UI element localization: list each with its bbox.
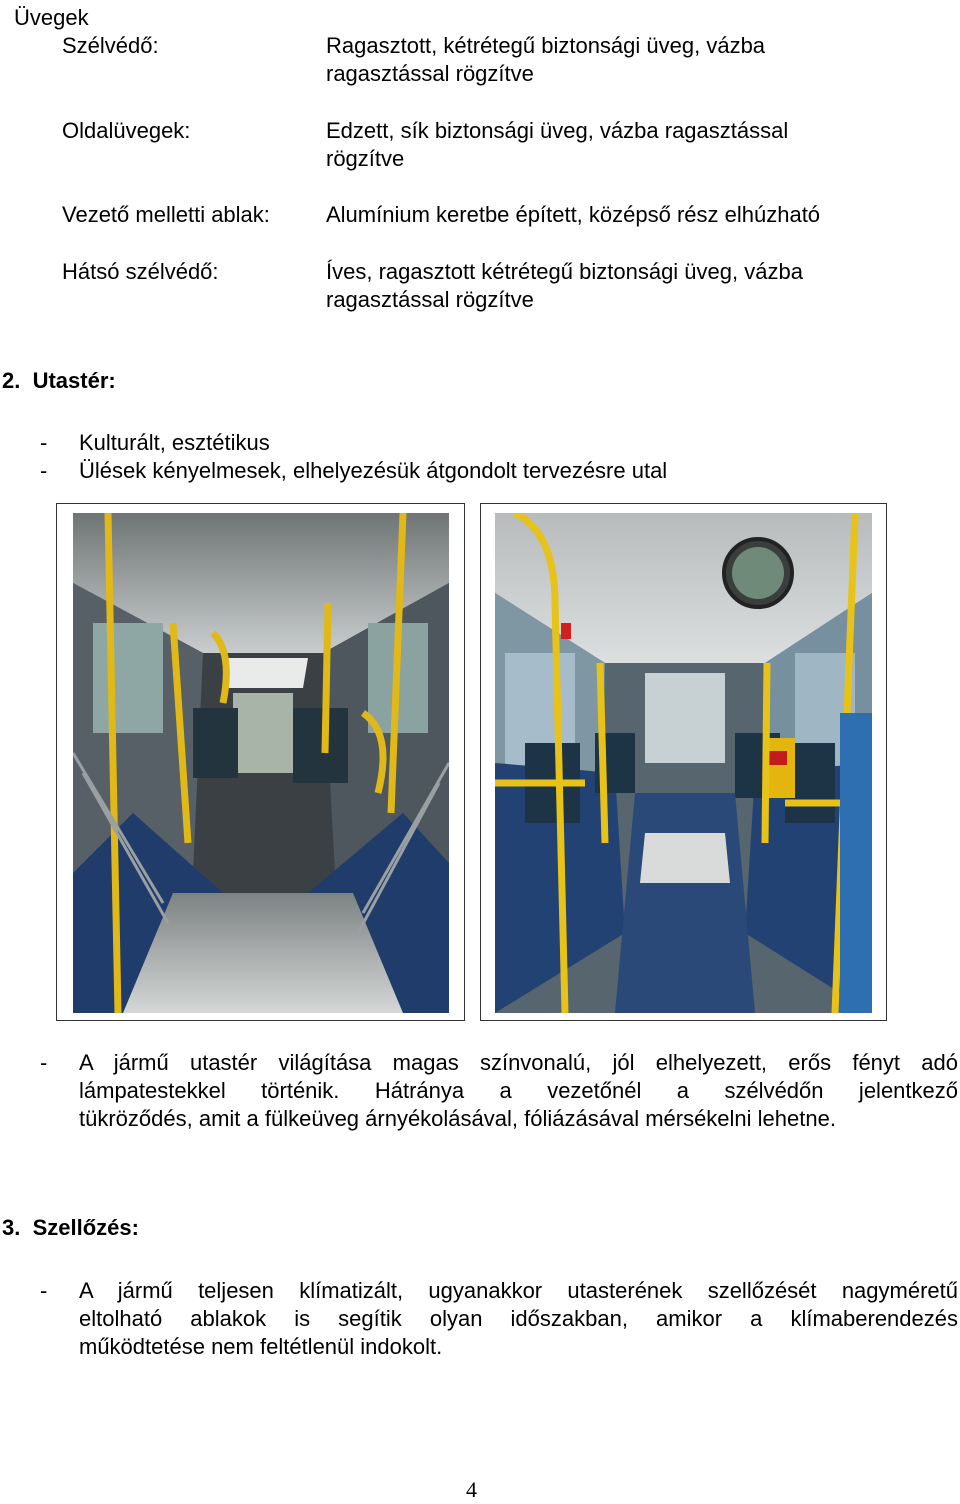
paragraph-line: eltolható ablakok is segítik olyan időszakban, amikor a klímaberendezés <box>79 1306 958 1331</box>
paragraph-line: A jármű utastér világítása magas színvonalú, jól elhelyezett, erős fényt adó <box>79 1050 958 1075</box>
paragraph-line: működtetése nem feltétlenül indokolt. <box>79 1334 443 1359</box>
section-heading-passenger-space: 2. Utastér: <box>2 368 116 393</box>
bullet-item: Kulturált, esztétikus <box>79 430 270 455</box>
spec-value-windshield <box>326 32 926 88</box>
spec-value-line: Edzett, sík biztonsági üveg, vázba ragasztással <box>326 118 789 143</box>
spec-value-line: Íves, ragasztott kétrétegű biztonsági üveg, vázba <box>326 259 803 284</box>
spec-label-rear-windshield: Hátsó szélvédő: <box>62 259 219 284</box>
bullet-item-lighting <box>79 1049 958 1133</box>
bullet-marker: - <box>40 430 48 455</box>
spec-value-rear-windshield <box>326 258 926 314</box>
section-title-glass: Üvegek <box>14 5 89 30</box>
photo-frame-right <box>480 503 887 1021</box>
section-heading-ventilation: 3. Szellőzés: <box>2 1215 139 1240</box>
bus-interior-photo-left <box>73 513 449 1013</box>
bullet-item-ventilation <box>79 1277 958 1361</box>
paragraph-line: lámpatestekkel történik. Hátránya a vezetőnél a szélvédőn jelentkező <box>79 1078 958 1103</box>
page-number: 4 <box>466 1477 477 1502</box>
photo-frame-left <box>56 503 465 1021</box>
bullet-item: Ülések kényelmesek, elhelyezésük átgondolt tervezésre utal <box>79 458 668 483</box>
spec-value-side-windows <box>326 117 926 173</box>
spec-value-driver-window <box>326 201 926 229</box>
spec-value-line: Ragasztott, kétrétegű biztonsági üveg, vázba <box>326 33 766 58</box>
spec-value-line: Alumínium keretbe épített, középső rész elhúzható <box>326 202 821 227</box>
spec-value-line: rögzítve <box>326 146 405 171</box>
bullet-marker: - <box>40 1050 48 1075</box>
paragraph-line: tükröződés, amit a fülkeüveg árnyékolásával, fóliázásával mérsékelni lehetne. <box>79 1106 836 1131</box>
spec-value-line: ragasztással rögzítve <box>326 61 534 86</box>
spec-label-driver-window: Vezető melletti ablak: <box>62 202 270 227</box>
bullet-marker: - <box>40 1278 48 1303</box>
bus-interior-photo-right <box>495 513 872 1013</box>
spec-label-side-windows: Oldalüvegek: <box>62 118 191 143</box>
spec-label-windshield: Szélvédő: <box>62 33 159 58</box>
bullet-marker: - <box>40 458 48 483</box>
spec-value-line: ragasztással rögzítve <box>326 287 534 312</box>
paragraph-line: A jármű teljesen klímatizált, ugyanakkor utasterének szellőzését nagyméretű <box>79 1278 958 1303</box>
